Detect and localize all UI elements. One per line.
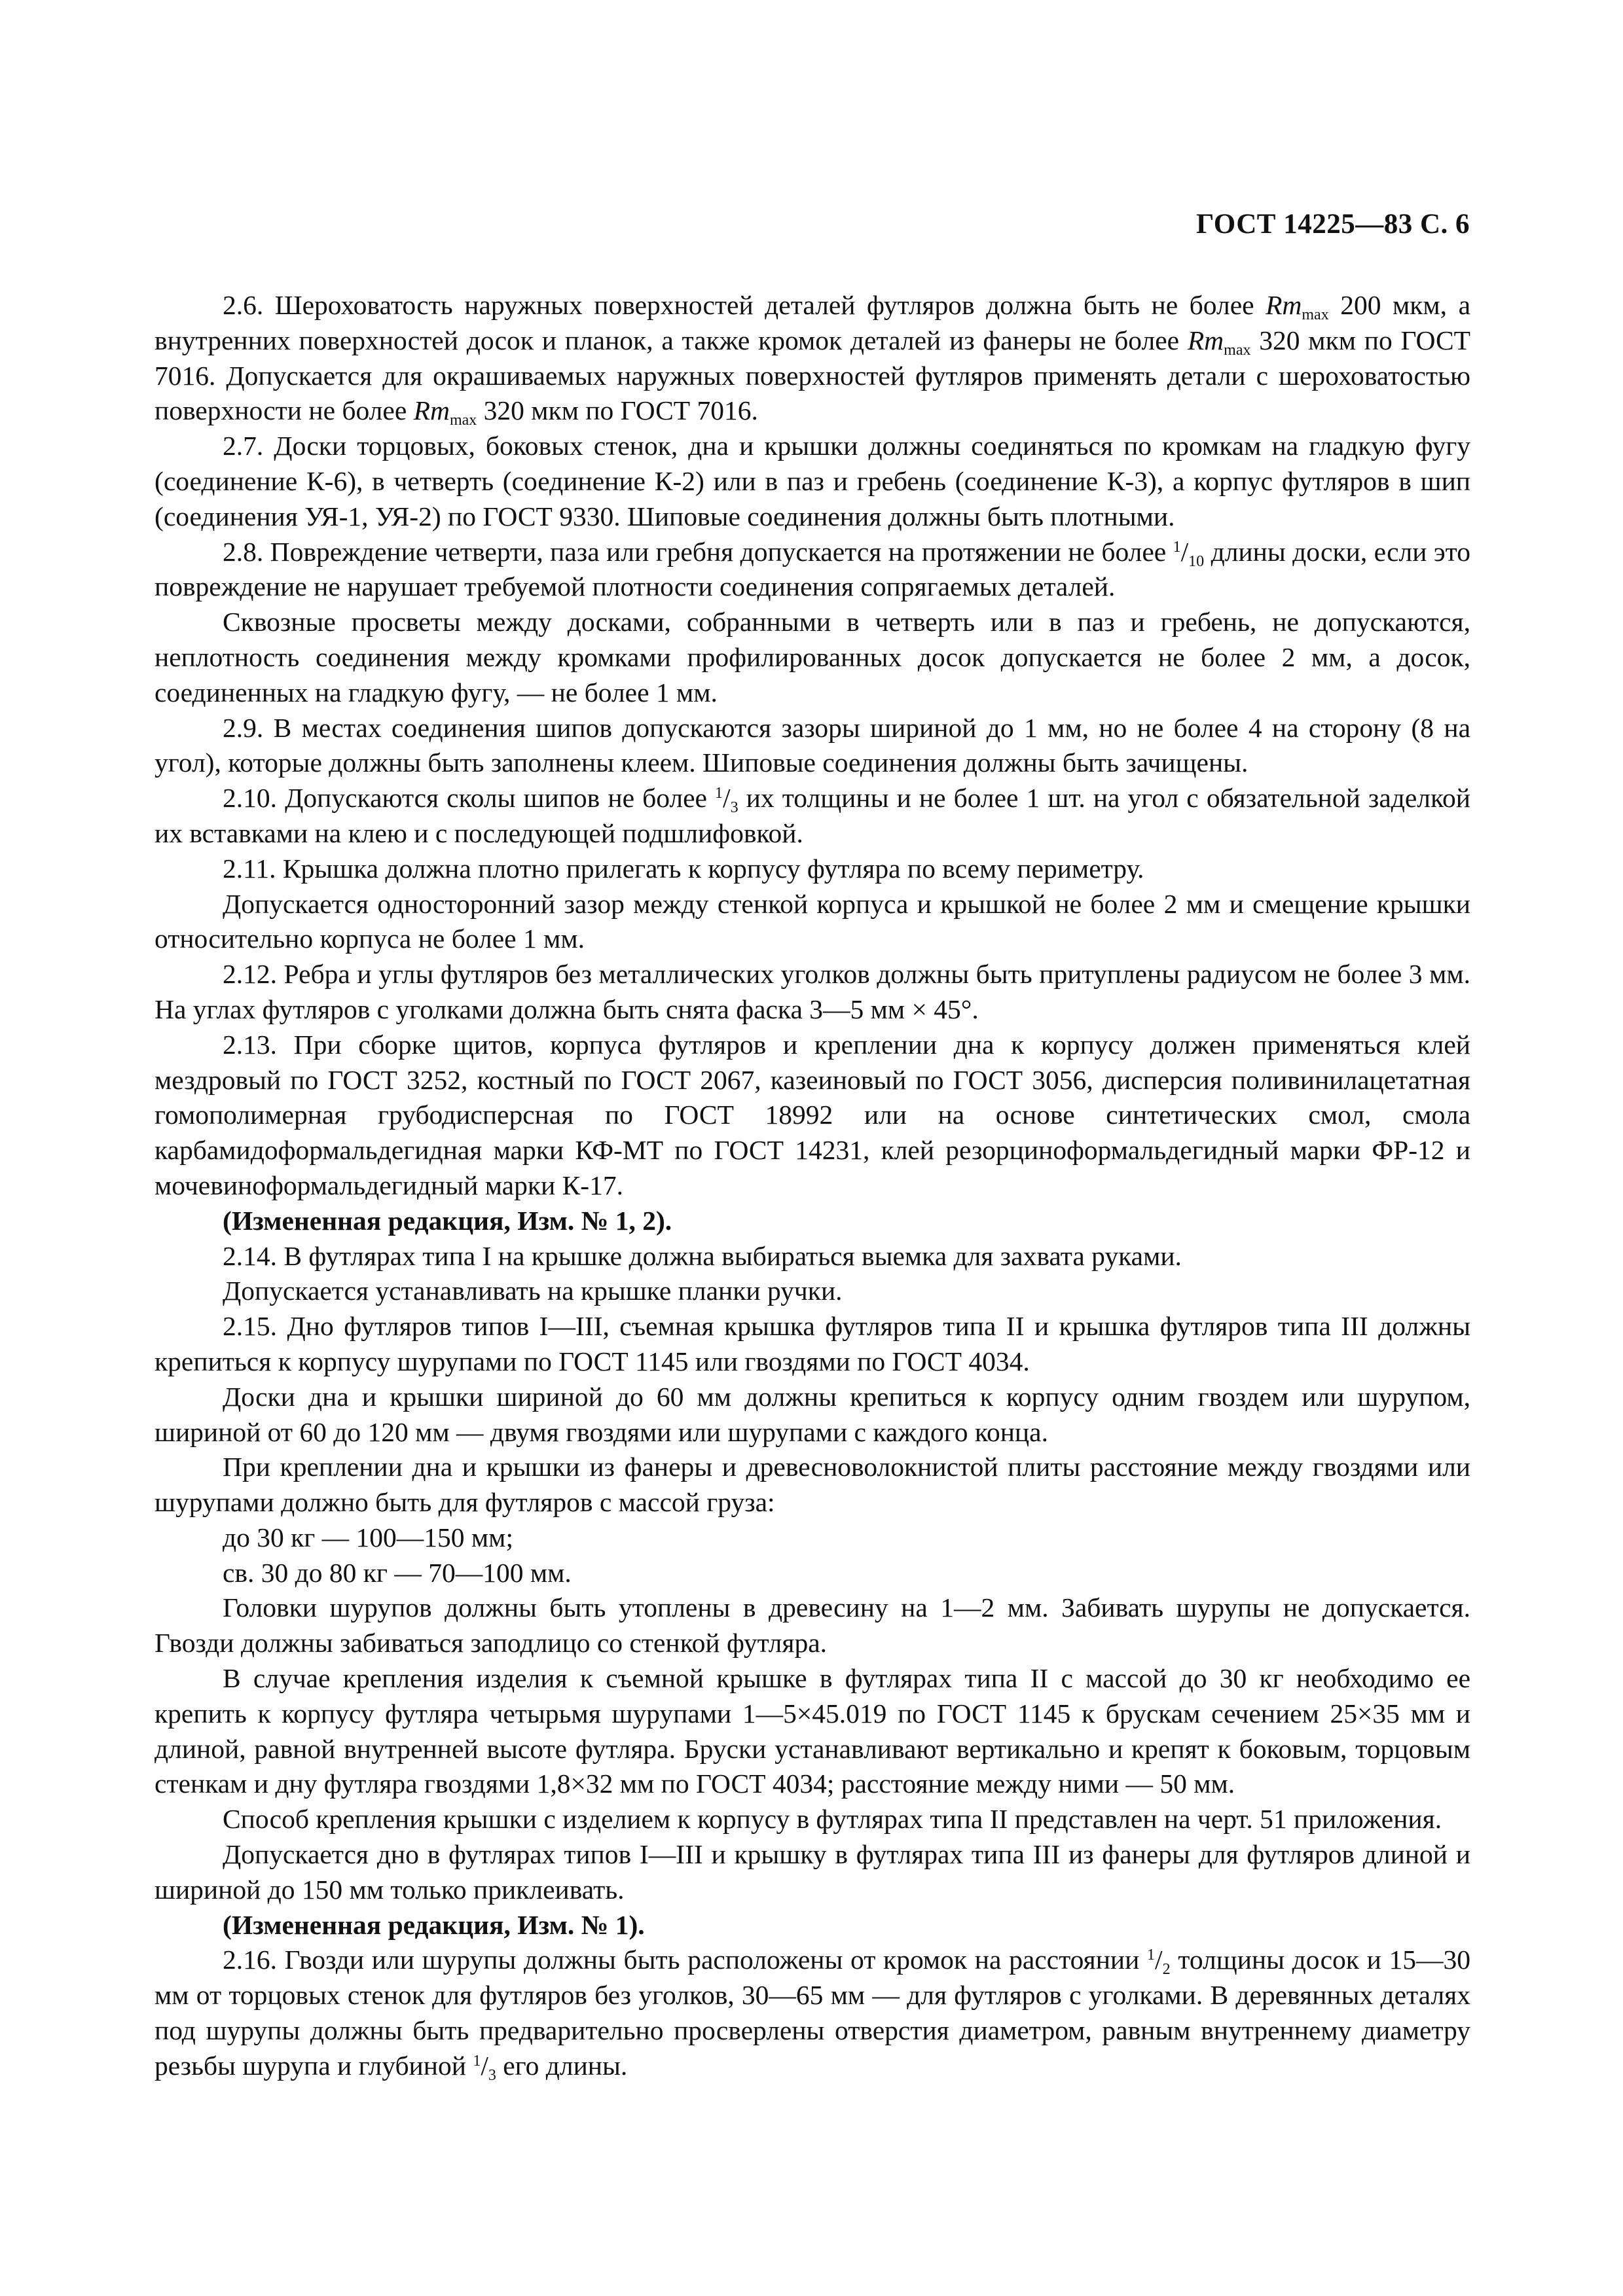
subscript-max: max: [1224, 341, 1251, 359]
paragraph-2-15: 2.15. Дно футляров типов I—III, съемная крышка футляров типа II и крышка футляров типа III должны крепиться к корпусу шурупами по ГОСТ 1145 или гвоздями по ГОСТ 4034.: [155, 1311, 1470, 1376]
text: толщины досок и 15—30 мм от торцовых стенок для футляров без уголков, 30—65 мм — для футляров с уголками. В деревянных деталях под шурупы должны быть предварительно просверлены отверстия диаметром, равным внутреннему диаметру резьбы шурупа и глубиной: [155, 1945, 1470, 2081]
text: 320 мкм по ГОСТ 7016.: [477, 395, 758, 426]
fraction-slash: /: [1180, 536, 1189, 567]
fraction-numerator: 1: [1147, 1946, 1156, 1964]
fraction-denominator: 3: [488, 2066, 496, 2084]
paragraph-plywood-fastening: При креплении дна и крышки из фанеры и древесноволокнистой плиты расстояние между гвоздями или шурупами должно быть для футляров с массой груза:: [155, 1452, 1470, 1518]
symbol-rm: Rm: [1187, 325, 1224, 355]
subscript-max: max: [449, 412, 477, 429]
text: 2.8. Повреждение четверти, паза или гребня допускается на протяжении не более: [223, 536, 1173, 567]
fraction-numerator: 1: [715, 785, 723, 802]
text: его длины.: [496, 2050, 628, 2081]
paragraph-mounting-method: Способ крепления крышки с изделием к корпусу в футлярах типа II представлен на черт. 51 приложения.: [223, 1804, 1442, 1835]
paragraph-2-16: [155, 1943, 1470, 2083]
fraction-numerator: 1: [1173, 538, 1181, 556]
text: 200 мкм, а внутренних поверхностей досок и планок, а также кромок деталей из фанеры не более: [155, 290, 1470, 355]
paragraph-2-12: 2.12. Ребра и углы футляров без металлических уголков должны быть притуплены радиусом не более 3 мм. На углах футляров с уголками должна быть снята фаска 3—5 мм × 45°.: [155, 959, 1470, 1024]
text: 2.10. Допускаются сколы шипов не более: [223, 783, 716, 814]
paragraph-through-gaps: Сквозные просветы между досками, собранными в четверть или в паз и гребень, не допускаются, неплотность соединения между кромками профилированных досок допускается не более 2 мм, а досок, соединенных на гладкую фугу, — не более 1 мм.: [155, 607, 1470, 708]
fraction-denominator: 10: [1188, 552, 1205, 570]
paragraph-board-fastening: Доски дна и крышки шириной до 60 мм должны крепиться к корпусу одним гвоздем или шурупом, шириной от 60 до 120 мм — двумя гвоздями или шурупами с каждого конца.: [155, 1381, 1470, 1447]
amendment-note: (Измененная редакция, Изм. № 1).: [223, 1909, 645, 1940]
subscript-max: max: [1302, 306, 1329, 323]
fraction-denominator: 2: [1162, 1961, 1171, 1979]
text: 2.16. Гвозди или шурупы должны быть расположены от кромок на расстоянии: [223, 1945, 1148, 1975]
fraction-numerator: 1: [473, 2052, 481, 2070]
paragraph-lid-mounting: В случае крепления изделия к съемной крышке в футлярах типа II с массой до 30 кг необходимо ее крепить к корпусу футляра четырьмя шурупами 1—5×45.019 по ГОСТ 1145 к брускам сечением 25×35 мм и длиной, равной внутренней высоте футляра. Бруски устанавливают вертикально и крепят к боковым, торцовым стенкам и дну футляра гвоздями 1,8×32 мм по ГОСТ 4034; расстояние между ними — 50 мм.: [155, 1663, 1470, 1799]
paragraph-2-11: 2.11. Крышка должна плотно прилегать к корпусу футляра по всему периметру.: [223, 853, 1144, 884]
paragraph-gap-allowed: Допускается односторонний зазор между стенкой корпуса и крышкой не более 2 мм и смещение крышки относительно корпуса не более 1 мм.: [155, 888, 1470, 954]
text: 320 мкм по ГОСТ 7016. Допускается для окрашиваемых наружных поверхностей футляров применять детали с шероховатостью поверхности не более: [155, 325, 1470, 426]
paragraph-2-7: 2.7. Доски торцовых, боковых стенок, дна и крышки должны соединяться по кромкам на гладкую фугу (соединение К-6), в четверть (соединение К-2) или в паз и гребень (соединение К-3), а корпус футляров в шип (соединения УЯ-1, УЯ-2) по ГОСТ 9330. Шиповые соединения должны быть плотными.: [155, 431, 1470, 531]
fraction-slash: /: [1155, 1945, 1163, 1975]
text: их толщины и не более 1 шт. на угол с обязательной заделкой их вставками на клею и с последующей подшлифовкой.: [155, 783, 1470, 848]
fraction-slash: /: [481, 2050, 488, 2081]
document-body: [155, 288, 1470, 2084]
paragraph-handle-strips: Допускается устанавливать на крышке планки ручки.: [223, 1276, 843, 1306]
list-item-up-to-30: до 30 кг — 100—150 мм;: [223, 1522, 513, 1552]
symbol-rm: Rm: [1266, 290, 1302, 320]
paragraph-2-13: 2.13. При сборке щитов, корпуса футляров и креплении дна к корпусу должен применяться клей мездровый по ГОСТ 3252, костный по ГОСТ 2067, казеиновый по ГОСТ 3056, дисперсия поливинилацетатная гомополимерная грубодисперсная по ГОСТ 18992 или на основе синтетических смол, смола карбамидоформальдегидная марки КФ-МТ по ГОСТ 14231, клей резорциноформальдегидный марки ФР-12 и мочевиноформальдегидный марки К-17.: [155, 1029, 1470, 1200]
fraction-denominator: 3: [730, 799, 739, 817]
symbol-rm: Rm: [413, 395, 450, 426]
paragraph-2-10: [155, 781, 1470, 852]
paragraph-2-8: [155, 535, 1470, 605]
paragraph-2-9: 2.9. В местах соединения шипов допускаются зазоры шириной до 1 мм, но не более 4 на сторону (8 на угол), которые должны быть заполнены клеем. Шиповые соединения должны быть зачищены.: [155, 712, 1470, 778]
fraction-slash: /: [723, 783, 731, 814]
amendment-note: (Измененная редакция, Изм. № 1, 2).: [223, 1205, 672, 1236]
text: 2.6. Шероховатость наружных поверхностей деталей футляров должна быть не более: [223, 290, 1266, 320]
paragraph-2-6: [155, 288, 1470, 429]
paragraph-2-14: 2.14. В футлярах типа I на крышке должна выбираться выемка для захвата руками.: [223, 1240, 1182, 1271]
paragraph-screw-heads: Головки шурупов должны быть утоплены в древесину на 1—2 мм. Забивать шурупы не допускается. Гвозди должны забиваться заподлицо со стенкой футляра.: [155, 1592, 1470, 1659]
text: длины доски, если это повреждение не нарушает требуемой плотности соединения сопрягаемых деталей.: [155, 536, 1470, 602]
paragraph-gluing: Допускается дно в футлярах типов I—III и крышку в футлярах типа III из фанеры для футляров длиной и шириной до 150 мм только приклеивать.: [155, 1839, 1470, 1905]
page-header: ГОСТ 14225—83 С. 6: [1195, 209, 1470, 240]
list-item-30-to-80: св. 30 до 80 кг — 70—100 мм.: [223, 1557, 572, 1588]
